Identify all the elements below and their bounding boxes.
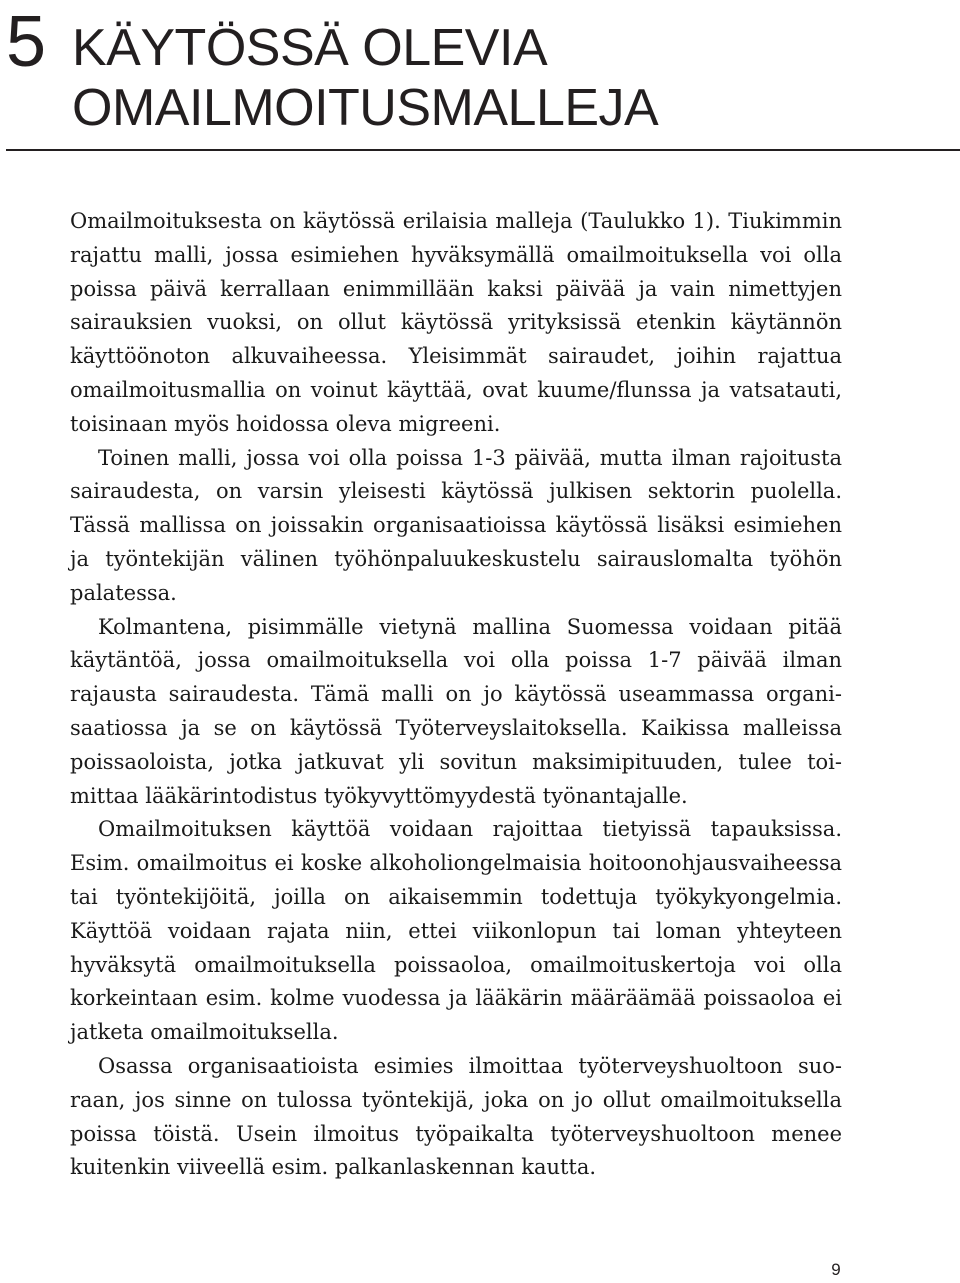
chapter-number: 5 — [6, 2, 46, 82]
body-text — [70, 205, 842, 1185]
paragraph: Omailmoituksesta on käytössä erilaisia malleja (Taulukko 1). Tiukimmin rajattu malli, jossa esimiehen hyväksymällä omailmoituksella voi olla poissa päivä kerrallaan enimmillään kaksi päivää ja vain nimettyjen sairauksien vuoksi, on ollut käytössä yrityksissä etenkin käytännön käyttöönoton alkuvaiheessa. Yleisimmät sairaudet, joihin rajattua omailmoitusmallia on voinut käyttää, ovat kuume/flunssa ja vatsatauti, toisinaan myös hoidossa oleva migreeni. — [70, 209, 842, 436]
chapter-title-line-1: KÄYTÖSSÄ OLEVIA — [72, 19, 548, 77]
chapter-title-line-2: OMAILMOITUSMALLEJA — [72, 79, 659, 137]
chapter-title — [72, 18, 658, 138]
header-divider — [6, 149, 960, 151]
page-number: 9 — [831, 1260, 841, 1279]
paragraph: Kolmantena, pisimmälle vietynä mallina Suomessa voidaan pitää käytäntöä, jossa omailmoituksella voi olla poissa 1-7 päivää ilman rajausta sairaudesta. Tämä malli on jo käytössä useammassa organisaatiossa ja se on käytössä Työterveyslaitoksella. Kaikissa malleissa poissaoloista, jotka jatkuvat yli sovitun maksimipituuden, tulee toimittaa lääkärintodistus työkyvyttömyydestä työnantajalle. — [70, 614, 842, 808]
paragraph: Osassa organisaatioista esimies ilmoittaa työterveyshuoltoon suoraan, jos sinne on tulossa työntekijä, joka on jo ollut omailmoituksella poissa töistä. Usein ilmoitus työpaikalta työterveyshuoltoon menee kuitenkin viiveellä esim. palkanlaskennan kautta. — [70, 1053, 842, 1180]
paragraph: Toinen malli, jossa voi olla poissa 1-3 päivää, mutta ilman rajoitusta sairaudesta, on varsin yleisesti käytössä julkisen sektorin puolella. Tässä mallissa on joissakin organisaatioissa käytössä lisäksi esimiehen ja työntekijän välinen työhönpaluukeskustelu sairauslomalta työhön palatessa. — [70, 445, 842, 605]
chapter-header — [0, 0, 960, 160]
paragraph: Omailmoituksen käyttöä voidaan rajoittaa tietyissä tapauksissa. Esim. omailmoitus ei koske alkoholiongelmaisia hoitoonohjausvaiheessa tai työntekijöitä, joilla on aikaisemmin todettuja työkykyongelmia. Käyttöä voidaan rajata niin, ettei viikonlopun tai loman yhteyteen hyväksytä omailmoituksella poissaoloa, omailmoituskertoja voi olla korkeintaan esim. kolme vuodessa ja lääkärin määräämää poissaoloa ei jatketa omailmoituksella. — [70, 817, 842, 1045]
